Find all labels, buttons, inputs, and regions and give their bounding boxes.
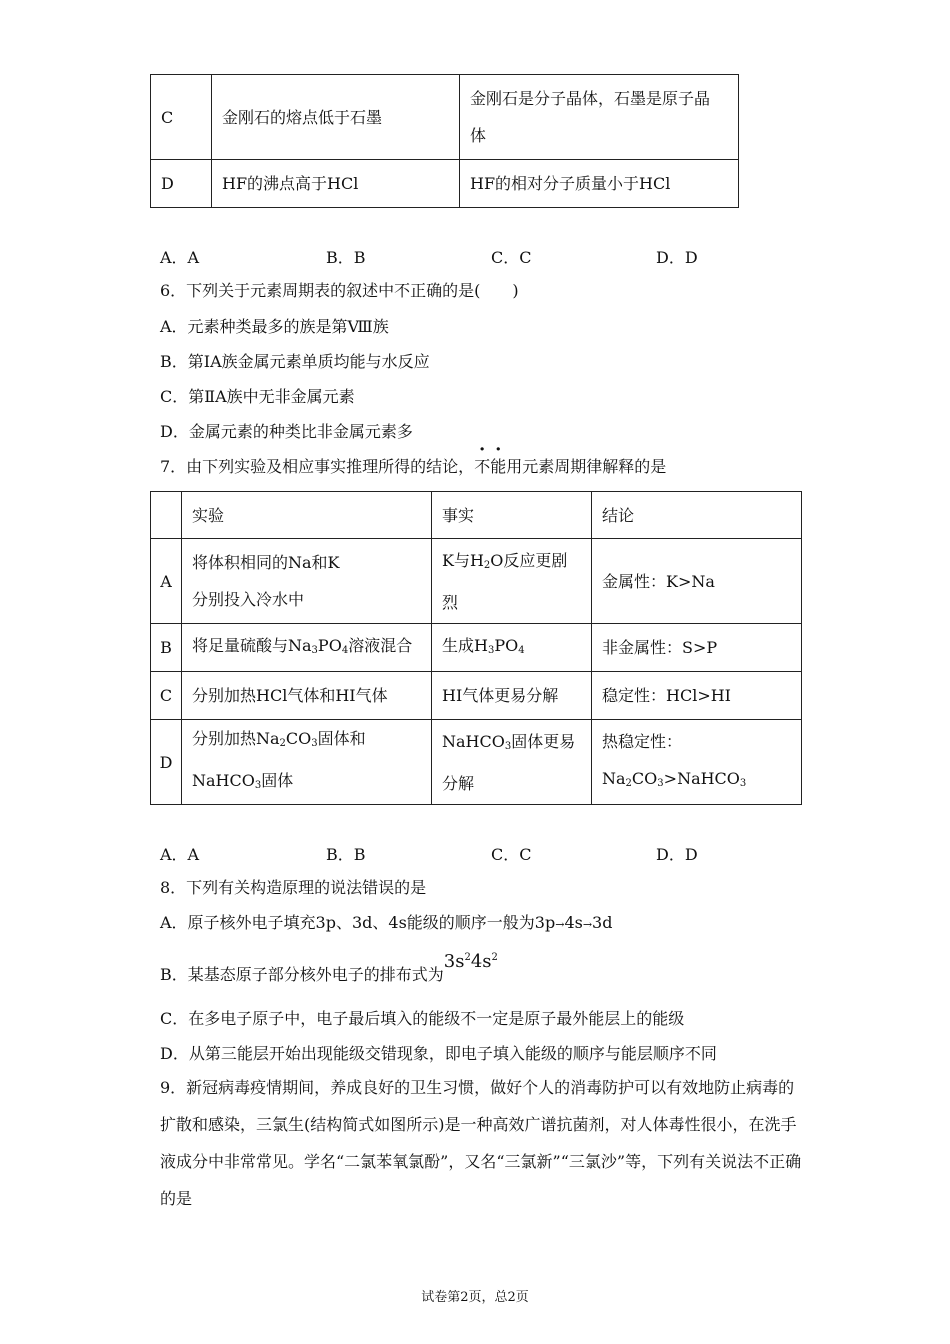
conclusion-cell: 稳定性：HCl>HI	[592, 672, 802, 720]
option-a[interactable]: A．A	[160, 845, 200, 864]
q7-table	[150, 491, 802, 805]
page-footer: 试卷第2页，总2页	[421, 1290, 529, 1305]
header-conclusion: 结论	[592, 492, 802, 539]
conclusion-cell: 金属性：K>Na	[592, 539, 802, 624]
table-row	[151, 160, 739, 208]
q8-option-c[interactable]: C．在多电子原子中，电子最后填入的能级不一定是原子最外能层上的能级	[160, 1009, 685, 1028]
table-header-row	[151, 492, 802, 539]
reason-cell: 金刚石是分子晶体，石墨是原子晶 体	[460, 75, 739, 160]
q8-option-b[interactable]: B．某基态原子部分核外电子的排布式为$3s^24s^2$	[160, 951, 498, 984]
q7-stem: 7．由下列实验及相应事实推理所得的结论，不能用元素周期律解释的是	[160, 457, 667, 476]
row-letter: A	[151, 539, 182, 624]
experiment-cell: 分别加热$Na_2CO_3$固体和 NaHCO$_3$固体	[182, 720, 432, 805]
row-letter: B	[151, 624, 182, 672]
q7-options	[160, 842, 820, 864]
q6-option-c[interactable]: C．第ⅡA族中无非金属元素	[160, 387, 355, 406]
statement-cell: HF的沸点高于HCl	[212, 160, 460, 208]
conclusion-cell: 非金属性：S>P	[592, 624, 802, 672]
option-d[interactable]: D．D	[656, 248, 698, 267]
option-c[interactable]: C．C	[491, 845, 532, 864]
table-row	[151, 75, 739, 160]
q5-table	[150, 74, 739, 208]
q6-option-d[interactable]: D．金属元素的种类比非金属元素多	[160, 422, 413, 441]
option-d[interactable]: D．D	[656, 845, 698, 864]
q6-option-a[interactable]: A．元素种类最多的族是第Ⅷ族	[160, 317, 389, 336]
q6-stem: 6．下列关于元素周期表的叙述中不正确的是( )	[160, 281, 519, 300]
option-b[interactable]: B．B	[326, 845, 366, 864]
electron-config-formula: $3s^24s^2$	[443, 951, 498, 972]
emphasis-mark: 能	[490, 457, 507, 476]
fact-cell: 生成$H_3PO_4$	[432, 624, 592, 672]
conclusion-cell: 热稳定性： $Na_2CO_3>NaHCO_3$	[592, 720, 802, 805]
fact-cell: HI气体更易分解	[432, 672, 592, 720]
arrow-icon: →	[582, 918, 593, 931]
arrow-icon: →	[555, 918, 565, 931]
q9-stem: 9．新冠病毒疫情期间，养成良好的卫生习惯，做好个人的消毒防护可以有效地防止病毒的扩散和感染，三氯生(结构简式如图所示)是一种高效广谱抗菌剂，对人体毒性很小，在洗手液成分中非常常见。学名“二氯苯氧氯酚”，又名“三氯新”“三氯沙”等，下列有关说法不正确的是	[160, 1078, 802, 1208]
fact-cell: NaHCO$_3$固体更易 分解	[432, 720, 592, 805]
fact-cell: K与$H_2O$反应更剧 烈	[432, 539, 592, 624]
row-letter: C	[151, 672, 182, 720]
reason-cell: HF的相对分子质量小于HCl	[460, 160, 739, 208]
header-fact: 事实	[432, 492, 592, 539]
header-experiment: 实验	[182, 492, 432, 539]
q8-option-a[interactable]: A．原子核外电子填充3p、3d、4s能级的顺序一般为3p→4s→3d	[160, 913, 613, 932]
experiment-cell: 将足量硫酸与$Na_3PO_4$溶液混合	[182, 624, 432, 672]
experiment-cell: 将体积相同的Na和K 分别投入冷水中	[182, 539, 432, 624]
q6-option-b[interactable]: B．第ⅠA族金属元素单质均能与水反应	[160, 352, 430, 371]
q8-option-d[interactable]: D．从第三能层开始出现能级交错现象，即电子填入能级的顺序与能层顺序不同	[160, 1044, 717, 1063]
q8-stem: 8．下列有关构造原理的说法错误的是	[160, 878, 427, 897]
option-a[interactable]: A．A	[160, 248, 200, 267]
emphasis-mark: 不	[474, 457, 491, 476]
row-letter: D	[151, 160, 212, 208]
table-row	[151, 539, 802, 624]
table-row	[151, 672, 802, 720]
statement-cell: 金刚石的熔点低于石墨	[212, 75, 460, 160]
table-row	[151, 720, 802, 805]
q5-options	[160, 245, 820, 267]
option-c[interactable]: C．C	[491, 248, 532, 267]
experiment-cell: 分别加热HCl气体和HI气体	[182, 672, 432, 720]
row-letter: C	[151, 75, 212, 160]
row-letter: D	[151, 720, 182, 805]
option-b[interactable]: B．B	[326, 248, 366, 267]
table-row	[151, 624, 802, 672]
